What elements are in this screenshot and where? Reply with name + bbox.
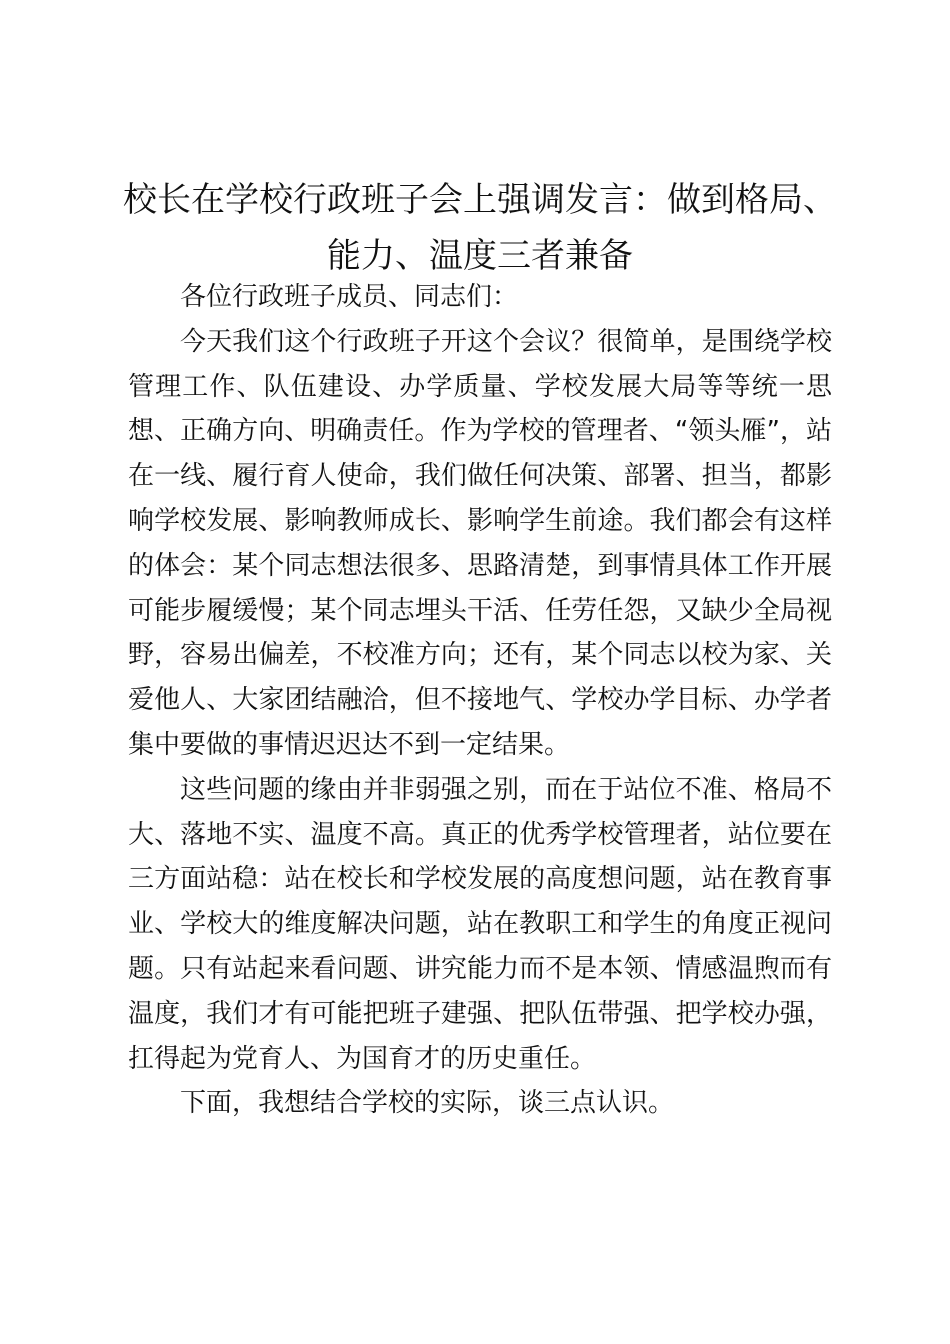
title-line-2: 能力、温度三者兼备 <box>327 236 633 276</box>
title-line-1: 校长在学校行政班子会上强调发言：做到格局、 <box>123 180 837 220</box>
body-paragraph-2: 这些问题的缘由并非弱强之别，而在于站位不准、格局不大、落地不实、温度不高。真正的优秀学校管理者，站位要在三方面站稳：站在校长和学校发展的高度想问题，站在教育事业、学校大的维度解决问题，站在教职工和学生的角度正视问题。只有站起来看问题、讲究能力而不是本领、情感温煦而有温度，我们才有可能把班子建强、把队伍带强、把学校办强，扛得起为党育人、为国育才的历史重任。 <box>128 774 832 1074</box>
document-title <box>120 172 840 284</box>
body-paragraph-3: 下面，我想结合学校的实际，谈三点认识。 <box>180 1088 675 1119</box>
document-body <box>128 275 832 1126</box>
body-paragraph-1: 今天我们这个行政班子开这个会议？很简单，是围绕学校管理工作、队伍建设、办学质量、学校发展大局等等统一思想、正确方向、明确责任。作为学校的管理者、“领头雁”，站在一线、履行育人使命，我们做任何决策、部署、担当，都影响学校发展、影响教师成长、影响学生前途。我们都会有这样的体会：某个同志想法很多、思路清楚，到事情具体工作开展可能步履缓慢；某个同志埋头干活、任劳任怨，又缺少全局视野，容易出偏差，不校准方向；还有，某个同志以校为家、关爱他人、大家团结融洽，但不接地气、学校办学目标、办学者集中要做的事情迟迟达不到一定结果。 <box>128 326 832 760</box>
salutation-paragraph: 各位行政班子成员、同志们： <box>180 282 519 312</box>
